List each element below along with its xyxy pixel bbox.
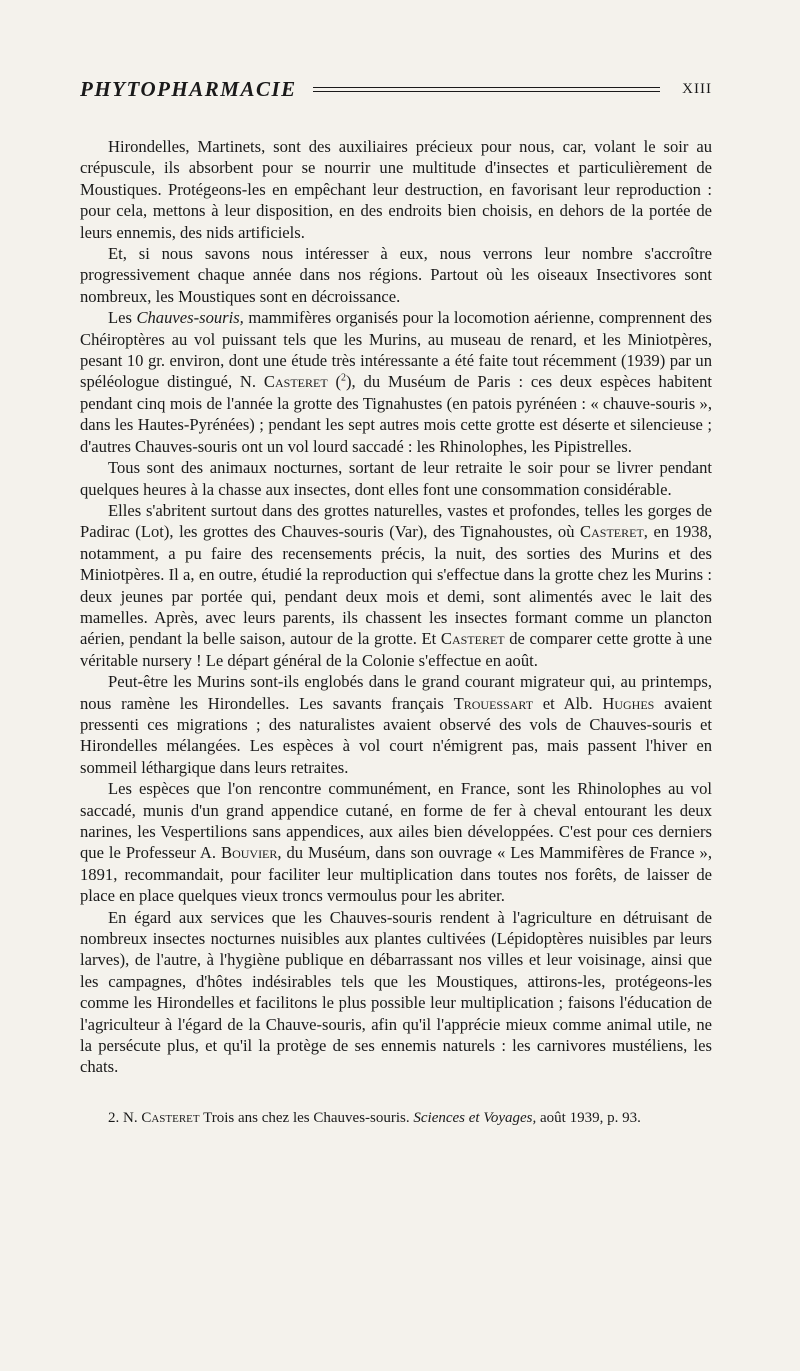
paragraph-5: Elles s'abritent surtout dans des grottes naturelles, vastes et profondes, telles les gorges de Padirac (Lot), les grottes des Chauves-souris (Var), des Tignahoustes, où Casteret, en 1938, notamment, a pu faire des recensements précis, la nuit, des sorties des Murins et des Miniotpères. Il a, en outre, étudié la reproduction qui s'effectue dans la grotte chez les Murins : deux jeunes par portée qui, pendant deux mois et demi, sont alimentés avec le lait des mamelles. Après, avec leurs parents, ils chassent les insectes formant comme un plancton aérien, pendant la belle saison, autour de la grotte. Et Casteret de comparer cette grotte à une véritable nursery ! Le départ général de la Colonie s'effectue en août. [80,500,712,670]
italic-term: Chauves-souris, [136,308,244,328]
author-name: Bouvier [221,843,278,863]
body-text [80,136,712,1078]
footnote: 2. N. Casteret Trois ans chez les Chauves-souris. Sciences et Voyages, août 1939, p. 93. [108,1109,641,1126]
page-number: XIII [682,80,712,97]
author-name: Casteret [263,372,328,392]
footnote-ref: 2 [341,372,347,384]
paragraph-3: Les Chauves-souris, mammifères organisés pour la locomotion aérienne, comprennent des Chéiroptères au vol puissant tels que les Murins, au museau de renard, et les Miniotpères, pesant 10 gr. environ, dont une étude très intéressante a été faite tout récemment (1939) par un spéléologue distingué, N. Casteret ($^2$), du Muséum de Paris : ces deux espèces habitent pendant cinq mois de l'année la grotte des Tignahustes (en patois pyrénéen : « chauve-souris », dans les Hautes-Pyrénées) ; pendant les sept autres mois cette grotte est déserte et silencieuse ; d'autres Chauves-souris ont un vol lourd saccadé : les Rhinolophes, les Pipistrelles. [80,308,712,456]
paragraph-7: Les espèces que l'on rencontre communément, en France, sont les Rhinolophes au vol saccadé, munis d'un grand appendice cutané, en forme de fer à cheval entourant les deux narines, les Vespertilions sans appendices, aux ailes bien développées. C'est pour ces derniers que le Professeur A. Bouvier, du Muséum, dans son ouvrage « Les Mammifères de France », 1891, recommandait, pour faciliter leur multiplication dans toutes nos forêts, de laisser de place en place quelques vieux troncs vermoulus pour les abriter. [80,779,713,906]
paragraph-8: En égard aux services que les Chauves-souris rendent à l'agriculture en détruisant de nombreux insectes nocturnes nuisibles aux plantes cultivées (Lépidoptères nuisibles par leurs larves), de l'autre, à l'hygiène publique en débarrassant nos villes et leur voisinage, ainsi que les campagnes, d'hôtes indésirables tels que les Moustiques, attirons-les, protégeons-les comme les Hirondelles et facilitons le plus possible leur multiplication ; faisons l'éducation de l'agriculteur à l'égard de la Chauve-souris, afin qu'il l'apprécie mieux comme animal utile, ne la persécute plus, et qu'il la protège de ses ennemis naturels : les carnivores mustéliens, les chats. [80,907,712,1077]
author-name: Casteret [580,522,644,542]
paragraph-2: Et, si nous savons nous intéresser à eux, nous verrons leur nombre s'accroître progressivement chaque année dans nos régions. Partout où les oiseaux Insectivores sont nombreux, les Moustiques sont en décroissance. [80,244,712,306]
running-title: PHYTOPHARMACIE [80,76,297,101]
author-name: Casteret [141,1109,200,1126]
author-name: Casteret [440,629,505,649]
paragraph-6: Peut-être les Murins sont-ils englobés dans le grand courant migrateur qui, au printemps, nous ramène les Hirondelles. Les savants français Trouessart et Alb. Hughes avaient pressenti ces migrations ; des naturalistes avaient observé des vols de Chauves-souris et Hirondelles mélangées. Les espèces à vol court n'émigrent pas, mais passent l'hiver en sommeil léthargique dans leurs retraites. [80,672,712,777]
paragraph-4: Tous sont des animaux nocturnes, sortant de leur retraite le soir pour se livrer pendant quelques heures à la chasse aux insectes, dont elles font une consommation considérable. [80,458,712,499]
paragraph-1: Hirondelles, Martinets, sont des auxiliaires précieux pour nous, car, volant le soir au crépuscule, ils absorbent pour se nourrir une multitude d'insectes et particulièrement de Moustiques. Protégeons-les en empêchant leur destruction, en favorisant leur reproduction : pour cela, mettons à leur disposition, en des endroits bien choisis, en dehors de la portée de leurs ennemis, des nids artificiels. [80,137,712,242]
page-header [80,74,712,104]
author-name: Hughes [602,693,655,713]
author-name: Trouessart [453,693,534,713]
header-double-rule [313,87,661,92]
journal-title: Sciences et Voyages, [413,1109,537,1126]
